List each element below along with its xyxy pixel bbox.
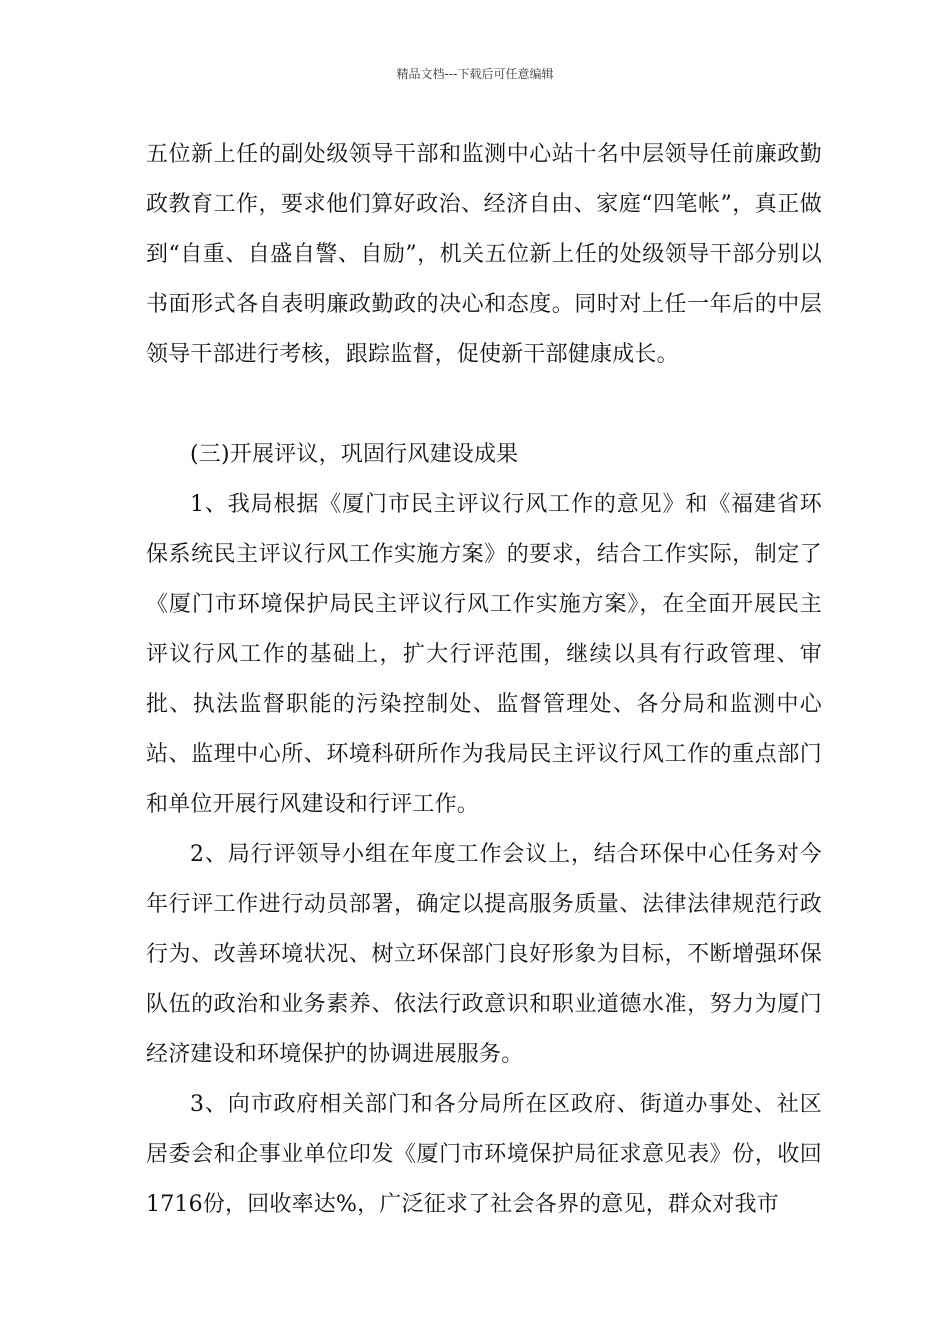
paragraph-item-1: 1、我局根据《厦门市民主评议行风工作的意见》和《福建省环保系统民主评议行风工作实施方案》的要求，结合工作实际，制定了《厦门市环境保护局民主评议行风工作实施方案》，在全面开展民主评议行风工作的基础上，扩大行评范围，继续以具有行政管理、审批、执法监督职能的污染控制处、监督管理处、各分局和监测中心站、监理中心所、环境科研所作为我局民主评议行风工作的重点部门和单位开展行风建设和行评工作。 — [146, 492, 822, 817]
paragraph-item-2: 2、局行评领导小组在年度工作会议上，结合环保中心任务对今年行评工作进行动员部署，确定以提高服务质量、法律法律规范行政行为、改善环境状况、树立环保部门良好形象为目标，不断增强环保队伍的政治和业务素养、依法行政意识和职业道德水准，努力为厦门经济建设和环境保护的协调进展服务。 — [146, 842, 822, 1067]
page-header: 精品文档---下载后可任意编辑 — [396, 67, 554, 81]
section-heading: (三)开展评议，巩固行风建设成果 — [190, 442, 519, 467]
paragraph-continued: 五位新上任的副处级领导干部和监测中心站十名中层领导任前廉政勤政教育工作，要求他们算好政治、经济自由、家庭“四笔帐”，真正做到“自重、自盛自警、自励”，机关五位新上任的处级领导干部分别以书面形式各自表明廉政勤政的决心和态度。同时对上任一年后的中层领导干部进行考核，跟踪监督，促使新干部健康成长。 — [146, 142, 822, 367]
document-body — [146, 130, 822, 1230]
paragraph-item-3: 3、向市政府相关部门和各分局所在区政府、街道办事处、社区居委会和企事业单位印发《厦门市环境保护局征求意见表》份，收回1716份，回收率达%，广泛征求了社会各界的意见，群众对我市 — [146, 1092, 822, 1217]
